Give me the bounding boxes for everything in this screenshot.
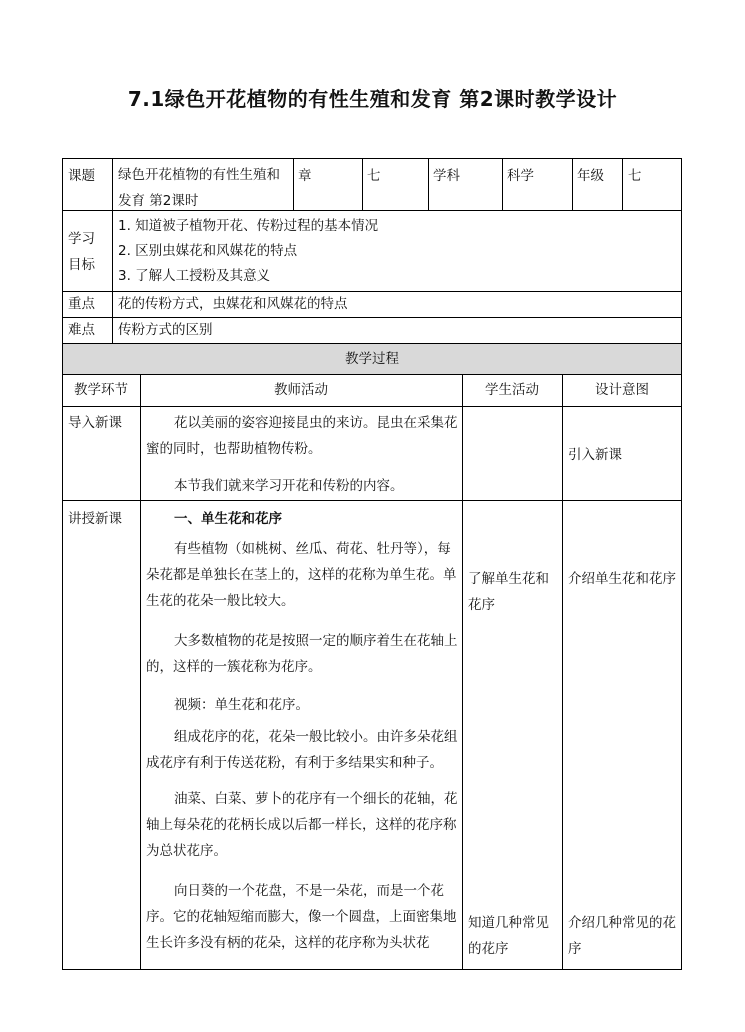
difficulty-label: 难点 <box>68 322 95 338</box>
teacher-paragraph: 有些植物（如桃树、丝瓜、荷花、牡丹等），每朵花都是单独长在茎上的，这样的花称为单生花。单生花的花朵一般比较大。 <box>146 541 457 609</box>
header-teacher: 教师活动 <box>274 382 328 398</box>
student-activity: 了解单生花和花序 <box>468 571 549 613</box>
lesson-plan-table <box>62 158 682 970</box>
zhang-label: 章 <box>298 168 312 184</box>
key-point-label: 重点 <box>68 296 95 312</box>
teacher-paragraph: 视频：单生花和花序。 <box>174 697 309 713</box>
header-stage: 教学环节 <box>74 382 128 398</box>
teacher-paragraph: 组成花序的花，花朵一般比较小。由许多朵花组成花序有利于传送花粉，有利于多结果实和种子。 <box>146 729 458 771</box>
key-point-value: 花的传粉方式，虫媒花和风媒花的特点 <box>118 296 348 312</box>
teacher-paragraph: 本节我们就来学习开花和传粉的内容。 <box>174 478 404 494</box>
keti-value: 绿色开花植物的有性生殖和发育 第2课时 <box>118 167 280 209</box>
header-intent: 设计意图 <box>595 382 649 398</box>
intent-intro: 引入新课 <box>568 447 622 463</box>
process-band-title: 教学过程 <box>345 351 399 367</box>
xueke-value: 科学 <box>507 168 534 184</box>
goal-item: 2. 区别虫媒花和风媒花的特点 <box>118 243 298 259</box>
xueke-label: 学科 <box>433 168 460 184</box>
teacher-paragraph: 向日葵的一个花盘，不是一朵花，而是一个花序。它的花轴短缩而膨大，像一个圆盘，上面密集地生长许多没有柄的花朵，这样的花序称为头状花 <box>146 883 457 951</box>
teacher-paragraph: 油菜、白菜、萝卜的花序有一个细长的花轴，花轴上每朵花的花柄长成以后都一样长，这样的花序称为总状花序。 <box>146 791 458 859</box>
goal-item: 3. 了解人工授粉及其意义 <box>118 268 271 284</box>
nianji-value: 七 <box>628 168 642 184</box>
intent: 介绍几种常见的花序 <box>568 915 676 957</box>
goals-label-2: 目标 <box>68 257 95 273</box>
teacher-paragraph: 大多数植物的花是按照一定的顺序着生在花轴上的，这样的一簇花称为花序。 <box>146 633 458 675</box>
page-title: 7.1绿色开花植物的有性生殖和发育 第2课时教学设计 <box>127 87 618 111</box>
goal-item: 1. 知道被子植物开花、传粉过程的基本情况 <box>118 218 379 234</box>
nianji-label: 年级 <box>577 168 604 184</box>
student-activity: 知道几种常见的花序 <box>468 915 549 957</box>
teacher-paragraph: 花以美丽的姿容迎接昆虫的来访。昆虫在采集花蜜的同时，也帮助植物传粉。 <box>146 415 458 457</box>
header-student: 学生活动 <box>485 382 539 398</box>
intent: 介绍单生花和花序 <box>568 571 676 587</box>
section-heading: 一、单生花和花序 <box>174 511 282 527</box>
goals-label-1: 学习 <box>68 231 95 247</box>
keti-label: 课题 <box>68 168 95 184</box>
zhang-value: 七 <box>367 168 381 184</box>
stage-intro: 导入新课 <box>68 415 122 431</box>
difficulty-value: 传粉方式的区别 <box>118 322 213 338</box>
stage-new-lesson: 讲授新课 <box>68 511 122 527</box>
